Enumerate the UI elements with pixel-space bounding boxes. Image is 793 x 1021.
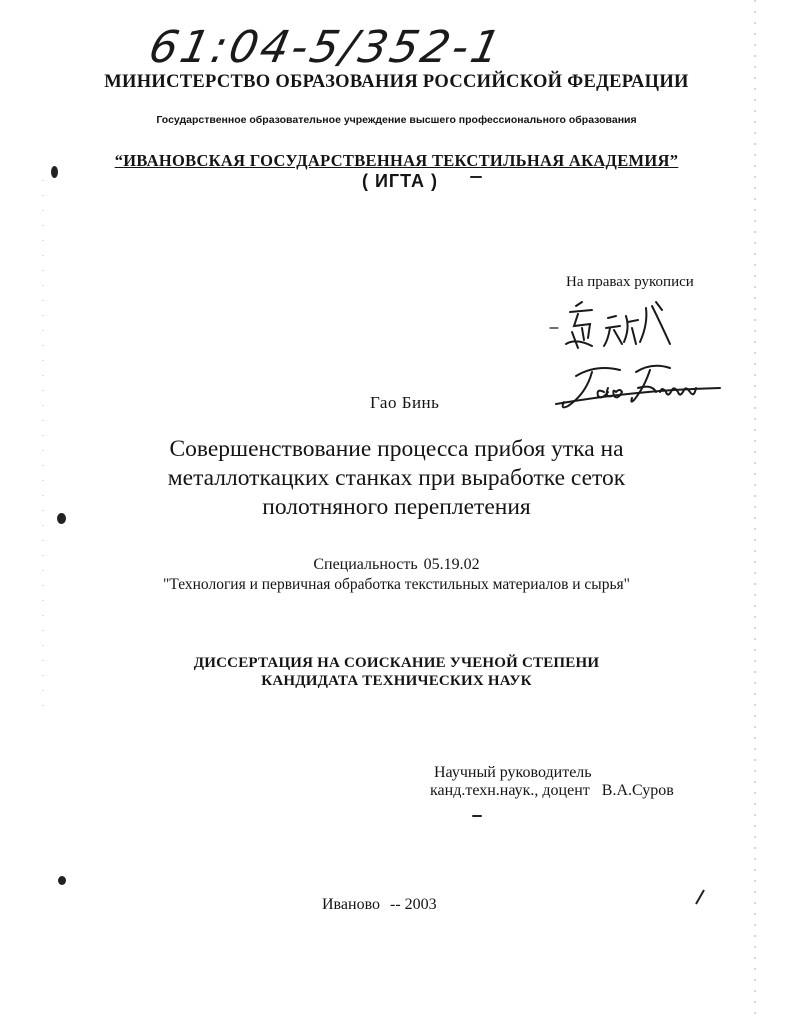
- thesis-title: [0, 435, 793, 522]
- specialty-name: "Технология и первичная обработка текстильных материалов и сырья": [162, 576, 630, 593]
- academy-abbreviation: ( ИГТА ): [362, 171, 438, 191]
- handwritten-archive-code: 61:04-5/352-1: [144, 22, 508, 73]
- year: -- 2003: [390, 896, 437, 913]
- dissertation-heading-line-1: ДИССЕРТАЦИЯ НА СОИСКАНИЕ УЧЕНОЙ СТЕПЕНИ: [193, 655, 600, 671]
- specialty-line: [0, 556, 793, 574]
- city: Иваново: [322, 896, 381, 913]
- manuscript-rights-note: На правах рукописи: [566, 274, 694, 290]
- scan-dot: [472, 815, 482, 817]
- scan-dot: [51, 166, 58, 178]
- latin-signature-icon: [556, 358, 721, 418]
- supervisor-title: канд.техн.наук., доцент: [430, 782, 590, 799]
- institution-type: Государственное образовательное учреждение высшего профессионального образования: [156, 114, 637, 126]
- supervisor-name: В.А.Суров: [601, 782, 674, 799]
- scan-dot: [58, 876, 66, 885]
- scan-border-line: [752, 0, 758, 1021]
- dissertation-heading-line-2: КАНДИДАТА ТЕХНИЧЕСКИХ НАУК: [261, 673, 532, 689]
- thesis-title-line: металлоткацких станках при выработке сеток: [167, 465, 626, 491]
- scan-border-line: [40, 180, 46, 720]
- author-name: Гао Бинь: [370, 393, 440, 412]
- chinese-signature-icon: [548, 298, 688, 358]
- scan-stroke: [690, 888, 710, 908]
- academy-name: “ИВАНОВСКАЯ ГОСУДАРСТВЕННАЯ ТЕКСТИЛЬНАЯ АКАДЕМИЯ”: [114, 151, 679, 170]
- thesis-title-line: полотняного переплетения: [262, 494, 531, 520]
- specialty-number: 05.19.02: [423, 556, 480, 573]
- ministry-heading: МИНИСТЕРСТВО ОБРАЗОВАНИЯ РОССИЙСКОЙ ФЕДЕРАЦИИ: [104, 72, 689, 92]
- supervisor-details: [430, 782, 674, 800]
- scan-dot: [470, 176, 482, 178]
- thesis-title-line: Совершенствование процесса прибоя утка на: [169, 436, 624, 462]
- supervisor-label: Научный руководитель: [434, 764, 592, 781]
- place-and-year: [322, 896, 437, 914]
- scan-dot: [57, 513, 66, 524]
- specialty-label: Специальность: [313, 556, 418, 573]
